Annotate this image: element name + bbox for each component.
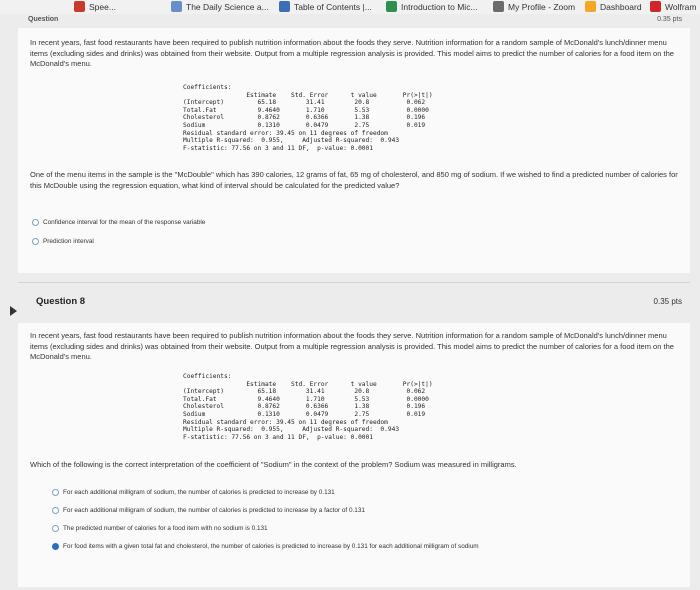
site-icon — [650, 1, 661, 12]
site-icon — [171, 1, 182, 12]
answer-option[interactable]: The predicted number of calories for a food item with no sodium is 0.131 — [52, 525, 268, 532]
question-intro: In recent years, fast food restaurants have been required to publish nutrition information about the foods they serve. Nutrition information for a random sample of McDonald's lunch/dinner menu items (excluding sides and drinks) was obtained from their website. Output from a multiple regression analysis is provided. This model aims to predict the number of calories for a food item on the McDonald's menu. — [30, 38, 674, 68]
site-icon — [493, 1, 504, 12]
previous-question-header: Question 0.35 pts — [18, 14, 690, 28]
bookmark-item[interactable]: My Profile - Zoom — [493, 1, 575, 12]
question-title: Question 8 — [36, 296, 86, 307]
radio-button[interactable] — [52, 507, 59, 514]
radio-button[interactable] — [32, 219, 39, 226]
bookmark-item[interactable]: Dashboard — [585, 1, 642, 12]
question-points: 0.35 pts — [653, 297, 682, 306]
bookmark-item[interactable]: Introduction to Mic... — [386, 1, 478, 12]
site-icon — [386, 1, 397, 12]
bookmark-item[interactable]: Spee... — [74, 1, 116, 12]
question-prompt: Which of the following is the correct interpretation of the coefficient of "Sodium" in the context of the problem? Sodium was measured in milligrams. — [30, 460, 517, 469]
bookmark-item[interactable]: Wolfram — [650, 1, 697, 12]
answer-option[interactable]: For food items with a given total fat and cholesterol, the number of calories is predicted to increase by 0.131 for each additional milligram of sodium — [52, 543, 479, 550]
question-intro: In recent years, fast food restaurants have been required to publish nutrition information about the foods they serve. Nutrition information for a random sample of McDonald's lunch/dinner menu items (excluding sides and drinks) was obtained from their website. Output from a multiple regression analysis is provided. This model aims to predict the number of calories for a food item on the McDonald's menu. — [30, 331, 674, 361]
question-prompt: One of the menu items in the sample is the "McDouble" which has 390 calories, 12 grams of fat, 65 mg of cholesterol, and 850 mg of sodium. If we wished to find a predicted number of calories for this McDouble using the regression equation, what kind of interval should be calculated for the predicted value? — [30, 170, 678, 190]
bookmark-item[interactable]: Table of Contents |... — [279, 1, 372, 12]
radio-button[interactable] — [52, 525, 59, 532]
regression-output: Coefficients: Estimate Std. Error t value Pr(>|t|) (Intercept) 65.18 31.41 20.8 0.062 Total.Fat 9.4640 1.710 5.53 0.0000 Cholesterol 0.8762 0.6366 1.38 0.196 Sodium 0.1310 0.0479 2.75 0.019 Residual standard error: 39.45 on 11 degrees of freedom Multiple R-squared: 0.955, Adjusted R-squared: 0.943 F-statistic: 77.56 on 3 and 11 DF, p-value: 0.0001 — [183, 84, 433, 152]
radio-button-selected[interactable] — [52, 543, 59, 550]
question-7-panel — [18, 28, 690, 273]
site-icon — [74, 1, 85, 12]
answer-option[interactable]: For each additional milligram of sodium, the number of calories is predicted to increase by 0.131 — [52, 489, 335, 496]
question-8-panel — [18, 323, 690, 587]
answer-option[interactable]: Prediction interval — [32, 238, 94, 245]
answer-option[interactable]: For each additional milligram of sodium, the number of calories is predicted to increase by a factor of 0.131 — [52, 507, 365, 514]
regression-output: Coefficients: Estimate Std. Error t value Pr(>|t|) (Intercept) 65.18 31.41 20.8 0.062 Total.Fat 9.4640 1.710 5.53 0.0000 Cholesterol 0.8762 0.6366 1.38 0.196 Sodium 0.1310 0.0479 2.75 0.019 Residual standard error: 39.45 on 11 degrees of freedom Multiple R-squared: 0.955, Adjusted R-squared: 0.943 F-statistic: 77.56 on 3 and 11 DF, p-value: 0.0001 — [183, 373, 433, 441]
question-8-header — [18, 282, 690, 324]
bookmark-item[interactable]: The Daily Science a... — [171, 1, 269, 12]
bookmarks-bar — [0, 0, 700, 15]
site-icon — [279, 1, 290, 12]
answer-option[interactable]: Confidence interval for the mean of the response variable — [32, 219, 205, 226]
question-marker-icon — [10, 306, 17, 316]
site-icon — [585, 1, 596, 12]
quiz-page — [0, 14, 700, 590]
radio-button[interactable] — [52, 489, 59, 496]
radio-button[interactable] — [32, 238, 39, 245]
